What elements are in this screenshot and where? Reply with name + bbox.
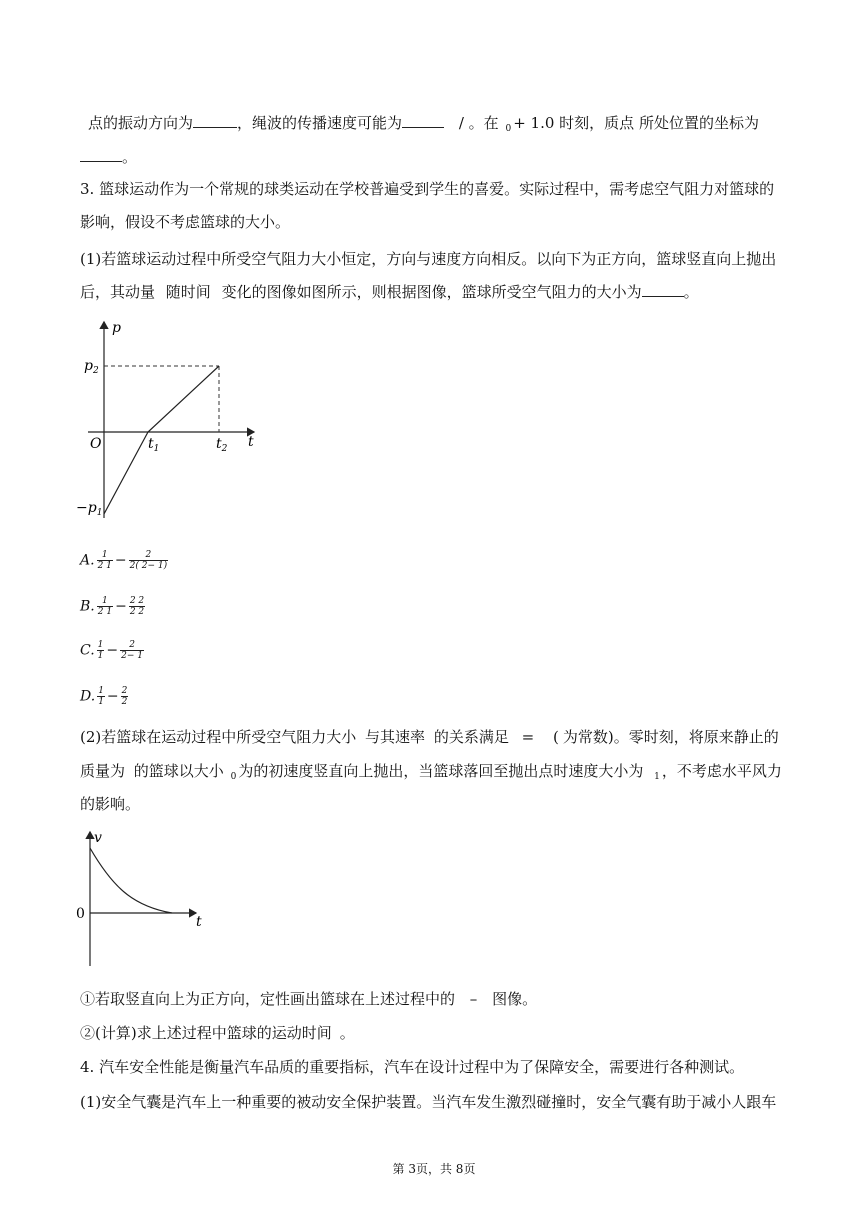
text: 。 — [122, 148, 138, 166]
origin-label: 0 — [76, 906, 85, 922]
t1-label: $t_1$ — [148, 436, 160, 454]
answer-blank — [642, 282, 684, 297]
momentum-line — [104, 366, 219, 514]
option-b[interactable]: B. $\frac{1}{2 1}$ − $\frac{2 2}{2 2}$ — [80, 596, 145, 617]
text: 点的振动方向为 — [88, 114, 194, 132]
velocity-curve — [90, 848, 172, 913]
x-axis-label: t — [248, 434, 254, 450]
option-c[interactable]: C. $\frac{1}{1}$ − $\frac{2}{2- 1}$ — [80, 640, 143, 661]
p2-label: $p_2$ — [84, 358, 99, 376]
question-3-line-1: 3. 篮球运动作为一个常规的球类运动在学校普遍受到学生的喜爱。实际过程中，需考虑空气阻力对篮球的 — [80, 180, 775, 198]
text: ，绳波的传播速度可能为 — [237, 114, 403, 132]
text: + 1.0 — [513, 114, 555, 132]
origin-label: O — [90, 436, 102, 452]
momentum-time-graph — [76, 318, 276, 528]
part-2-line-2: 质量为 的篮球以大小 $_0$ 为的初速度竖直向上抛出，当篮球落回至抛出点时速度大小为 $_1$ ，不考虑水平风力 — [80, 762, 782, 782]
text-line-2 — [80, 146, 137, 168]
subscript: 0 — [505, 124, 512, 134]
question-4-line-1: 4. 汽车安全性能是衡量汽车品质的重要指标，汽车在设计过程中为了保障安全，需要进行各种测试。 — [80, 1058, 745, 1076]
option-a[interactable]: A. $\frac{1}{2 1}$ − $\frac{2}{2( 2- 1)}$ — [80, 550, 168, 571]
part-2-line-1: (2)若篮球在运动过程中所受空气阻力大小 与其速率 的关系满足 = ( 为常数)。零时刻，将原来静止的 — [80, 728, 779, 746]
question-3-line-2: 影响，假设不考虑篮球的大小。 — [80, 213, 291, 231]
y-axis-label: p — [112, 320, 121, 336]
page-footer: 第 3页，共 8页 — [392, 1162, 476, 1176]
option-d[interactable]: D. $\frac{1}{1}$ − $\frac{2}{2}$ — [80, 686, 128, 707]
answer-blank — [193, 113, 237, 128]
x-axis-label: t — [196, 914, 202, 930]
text: / — [458, 114, 464, 132]
part-1-line-1: (1)若篮球运动过程中所受空气阻力大小恒定，方向与速度方向相反。以向下为正方向，篮球竖直向上抛出 — [80, 250, 777, 268]
y-axis-label: v — [94, 830, 102, 846]
answer-blank — [402, 113, 444, 128]
text: 时刻，质点 — [559, 114, 635, 132]
question-4-line-2: (1)安全气囊是汽车上一种重要的被动安全保护装置。当汽车发生激烈碰撞时，安全气囊有助于减小人跟车 — [80, 1093, 777, 1111]
text-line-1 — [88, 112, 759, 140]
velocity-time-graph — [72, 826, 212, 972]
neg-p1-label: $-p_1$ — [76, 500, 103, 518]
sub-1: ①若取竖直向上为正方向，定性画出篮球在上述过程中的 – 图像。 — [80, 990, 538, 1008]
text: 所处位置的坐标为 — [638, 114, 759, 132]
t2-label: $t_2$ — [216, 436, 228, 454]
text: 。在 — [468, 114, 499, 132]
answer-blank — [80, 147, 122, 162]
part-1-line-2: 后，其动量 随时间 变化的图像如图所示，则根据图像，篮球所受空气阻力的大小为 。 — [80, 283, 699, 301]
sub-2: ②(计算)求上述过程中篮球的运动时间 。 — [80, 1024, 355, 1042]
part-2-line-3: 的影响。 — [80, 795, 141, 813]
